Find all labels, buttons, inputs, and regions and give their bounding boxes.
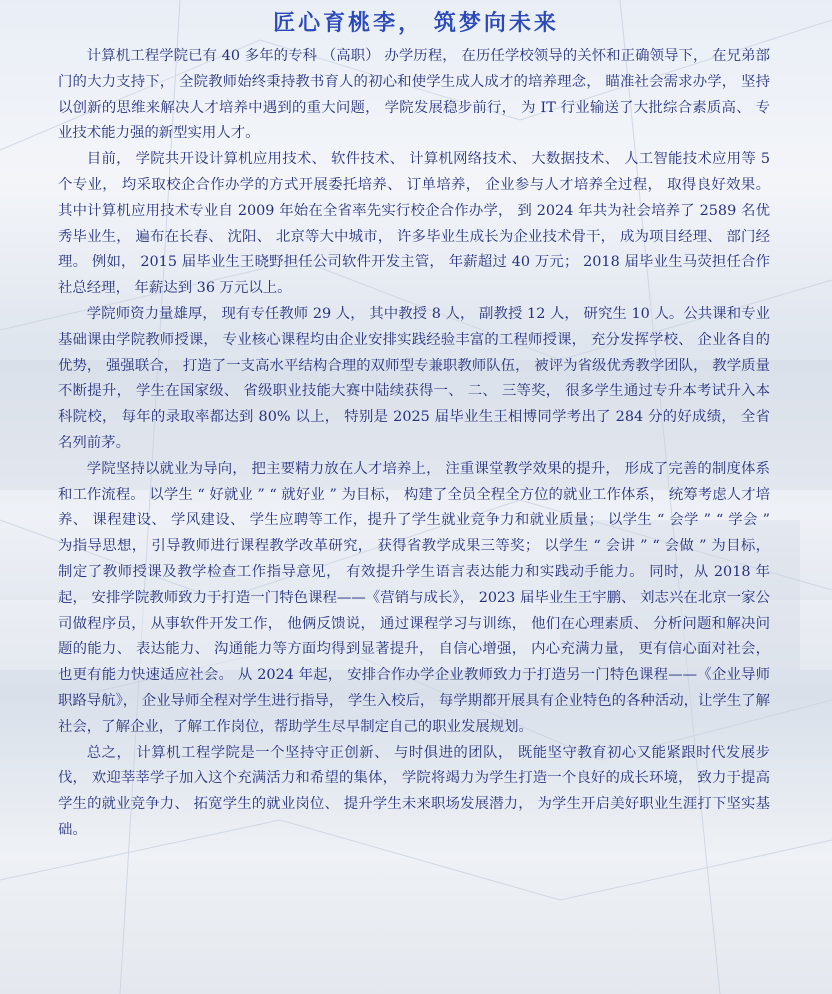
- paragraph-faculty: 学院师资力量雄厚， 现有专任教师 29 人， 其中教授 8 人， 副教授 12 人， 研究生 10 人。公共课和专业基础课由学院教师授课， 专业核心课程均由企业安排实践经验丰富的工程师授课， 充分发挥学校、 企业各自的优势， 强强联合， 打造了一支高水平结构合理的双师型专兼职教师队伍， 被评为省级优秀教学团队， 教学质量不断提升， 学生在国家级、 省级职业技能大赛中陆续获得一、 二、 三等奖， 很多学生通过专升本考试升入本科院校， 每年的录取率都达到 80% 以上， 特别是 2025 届毕业生王相博同学考出了 284 分的好成绩， 全省名列前茅。: [58, 305, 770, 451]
- paragraph-history: 计算机工程学院已有 40 多年的专科 （高职） 办学历程， 在历任学校领导的关怀和正确领导下， 在兄弟部门的大力支持下， 全院教师始终秉持教书育人的初心和使学生成人成才的培养理念， 瞄准社会需求办学， 坚持以创新的思维来解决人才培养中遇到的重大问题， 学院发展稳步前行， 为 IT 行业输送了大批综合素质高、 专业技术能力强的新型实用人才。: [58, 48, 770, 142]
- paragraph-majors: 目前， 学院共开设计算机应用技术、 软件技术、 计算机网络技术、 大数据技术、 人工智能技术应用等 5 个专业， 均采取校企合作办学的方式开展委托培养、 订单培养， 企业参与人才培养全过程， 取得良好效果。 其中计算机应用技术专业自 2009 年始在全省率先实行校企合作办学， 到 2024 年共为社会培养了 2589 名优秀毕业生， 遍布在长春、 沈阳、 北京等大中城市， 许多毕业生成长为企业技术骨干， 成为项目经理、 部门经理。 例如， 2015 届毕业生王晓野担任公司软件开发主管， 年薪超过 40 万元； 2018 届毕业生马荧担任合作社总经理， 年薪达到 36 万元以上。: [58, 151, 770, 297]
- page-title: 匠心育桃李， 筑梦向未来: [273, 11, 559, 36]
- body-text: [58, 44, 770, 844]
- paragraph-summary: 总之， 计算机工程学院是一个坚持守正创新、 与时俱进的团队， 既能坚守教育初心又能紧跟时代发展步伐， 欢迎莘莘学子加入这个充满活力和希望的集体， 学院将竭力为学生打造一个良好的成长环境， 致力于提高学生的就业竞争力、 拓宽学生的就业岗位、 提升学生未来职场发展潜力， 为学生开启美好职业生涯打下坚实基础。: [58, 744, 770, 838]
- paragraph-employment: 学院坚持以就业为导向， 把主要精力放在人才培养上， 注重课堂教学效果的提升， 形成了完善的制度体系和工作流程。 以学生 “ 好就业 ” “ 就好业 ” 为目标， 构建了全员全程全方位的就业工作体系， 统筹考虑人才培养、 课程建设、 学风建设、 学生应聘等工作，提升了学生就业竞争力和就业质量； 以学生 “ 会学 ” “ 学会 ” 为指导思想， 引导教师进行课程教学改革研究， 获得省教学成果三等奖； 以学生 “ 会讲 ” “ 会做 ” 为目标， 制定了教师授课及教学检查工作指导意见， 有效提升学生语言表达能力和实践动手能力。 同时，从 2018 年起， 安排学院教师致力于打造一门特色课程——《营销与成长》， 2023 届毕业生王宇鹏、 刘志兴在北京一家公司做程序员， 从事软件开发工作， 他俩反馈说， 通过课程学习与训练， 他们在心理素质、 分析问题和解决问题的能力、 表达能力、 沟通能力等方面均得到显著提升， 自信心增强， 内心充满力量， 更有信心面对社会， 也更有能力快速适应社会。 从 2024 年起， 安排合作办学企业教师致力于打造另一门特色课程——《企业导师职路导航》， 企业导师全程对学生进行指导， 学生入校后， 每学期都开展具有企业特色的各种活动，让学生了解社会，了解企业，了解工作岗位，帮助学生尽早制定自己的职业发展规划。: [58, 460, 770, 735]
